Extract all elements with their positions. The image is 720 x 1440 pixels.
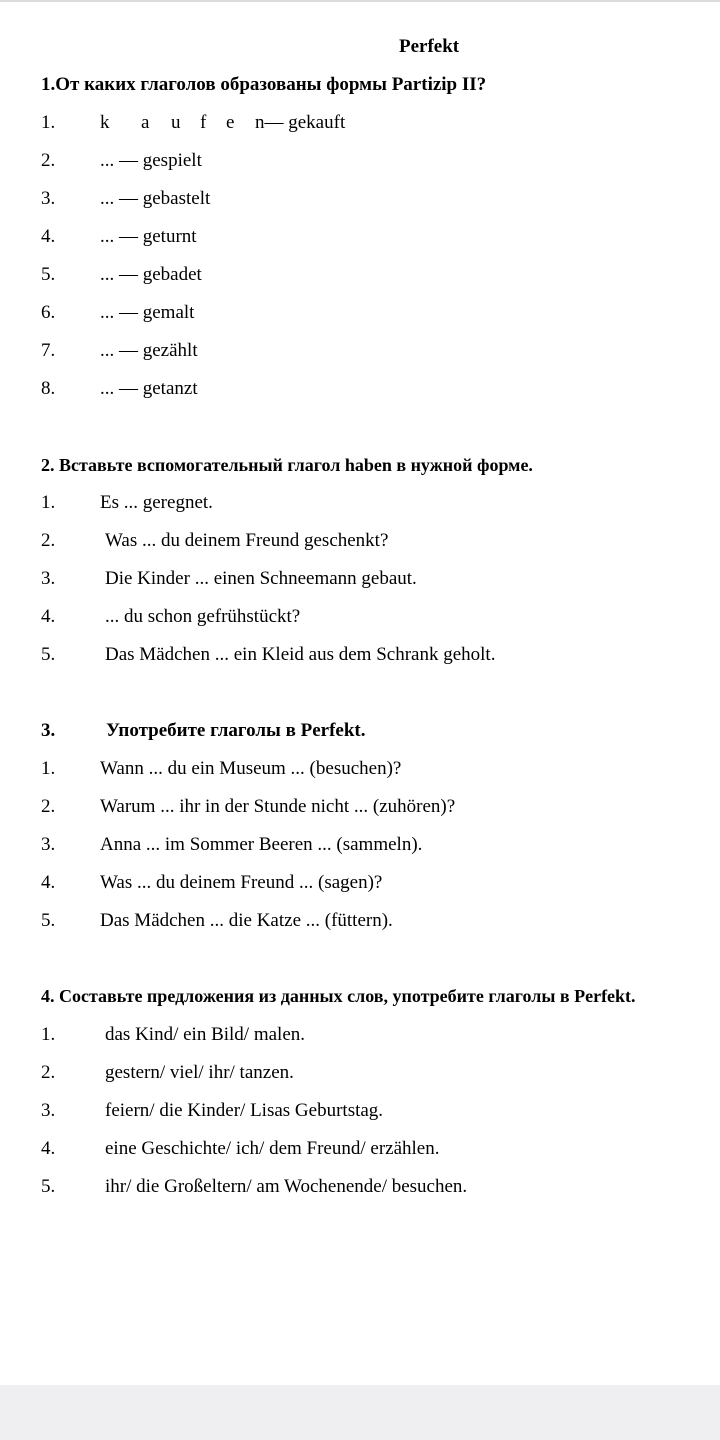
- item-number: 1.: [41, 112, 56, 133]
- item-number: 5.: [41, 644, 56, 665]
- item-text: ... — gebadet: [100, 264, 202, 285]
- item-text: gestern/ viel/ ihr/ tanzen.: [105, 1062, 294, 1083]
- item-text: ... — gebastelt: [100, 188, 211, 209]
- item-text: Was ... du deinem Freund ... (sagen)?: [100, 872, 383, 893]
- heading-number: 3.: [41, 720, 56, 741]
- item-text: das Kind/ ein Bild/ malen.: [105, 1024, 306, 1045]
- item-number: 6.: [41, 302, 56, 323]
- item-text: ihr/ die Großeltern/ am Wochenende/ besuchen.: [105, 1176, 468, 1197]
- item-number: 5.: [41, 1176, 56, 1197]
- item-text: Das Mädchen ... die Katze ... (füttern).: [100, 910, 393, 931]
- letter: n: [255, 112, 265, 133]
- item-number: 2.: [41, 1062, 56, 1083]
- example-tail: — gekauft: [264, 112, 346, 133]
- item-text: ... — gezählt: [100, 340, 198, 361]
- item-number: 2.: [41, 796, 56, 817]
- item-number: 1.: [41, 1024, 56, 1045]
- item-number: 3.: [41, 188, 56, 209]
- item-text: feiern/ die Kinder/ Lisas Geburtstag.: [105, 1100, 384, 1121]
- letter: e: [226, 112, 235, 133]
- example-letters: [100, 112, 345, 134]
- item-number: 1.: [41, 492, 56, 513]
- item-number: 5.: [41, 910, 56, 931]
- item-number: 4.: [41, 1138, 56, 1159]
- item-text: Die Kinder ... einen Schneemann gebaut.: [105, 568, 417, 589]
- item-text: ... — gespielt: [100, 150, 202, 171]
- item-number: 3.: [41, 568, 56, 589]
- item-text: Was ... du deinem Freund geschenkt?: [105, 530, 389, 551]
- item-number: 7.: [41, 340, 56, 361]
- section4-heading: 4. Составьте предложения из данных слов, употребите глаголы в Perfekt.: [41, 986, 636, 1006]
- item-number: 3.: [41, 834, 56, 855]
- item-number: 8.: [41, 378, 56, 399]
- item-number: 2.: [41, 530, 56, 551]
- letter: k: [100, 112, 110, 133]
- heading-text: Употребите глаголы в Perfekt.: [106, 720, 366, 741]
- letter: f: [200, 112, 207, 133]
- item-number: 5.: [41, 264, 56, 285]
- item-number: 1.: [41, 758, 56, 779]
- viewer-background: [0, 1385, 720, 1440]
- item-text: Wann ... du ein Museum ... (besuchen)?: [100, 758, 402, 779]
- item-text: eine Geschichte/ ich/ dem Freund/ erzählen.: [105, 1138, 440, 1159]
- section1-heading: 1.От каких глаголов образованы формы Partizip II?: [41, 74, 487, 95]
- item-text: Es ... geregnet.: [100, 492, 213, 513]
- letter: a: [141, 112, 150, 133]
- item-text: Das Mädchen ... ein Kleid aus dem Schrank geholt.: [105, 644, 496, 665]
- item-number: 4.: [41, 872, 56, 893]
- section2-heading: 2. Вставьте вспомогательный глагол haben в нужной форме.: [41, 455, 533, 475]
- item-text: ... du schon gefrühstückt?: [105, 606, 301, 627]
- item-text: ... — getanzt: [100, 378, 198, 399]
- item-text: Anna ... im Sommer Beeren ... (sammeln).: [100, 834, 423, 855]
- item-text: Warum ... ihr in der Stunde nicht ... (zuhören)?: [100, 796, 456, 817]
- letter: u: [171, 112, 181, 133]
- item-number: 4.: [41, 226, 56, 247]
- item-text: ... — gemalt: [100, 302, 195, 323]
- page-top-edge: [0, 0, 720, 2]
- page-title: Perfekt: [399, 36, 460, 57]
- item-number: 4.: [41, 606, 56, 627]
- item-number: 2.: [41, 150, 56, 171]
- item-text: ... — geturnt: [100, 226, 197, 247]
- item-number: 3.: [41, 1100, 56, 1121]
